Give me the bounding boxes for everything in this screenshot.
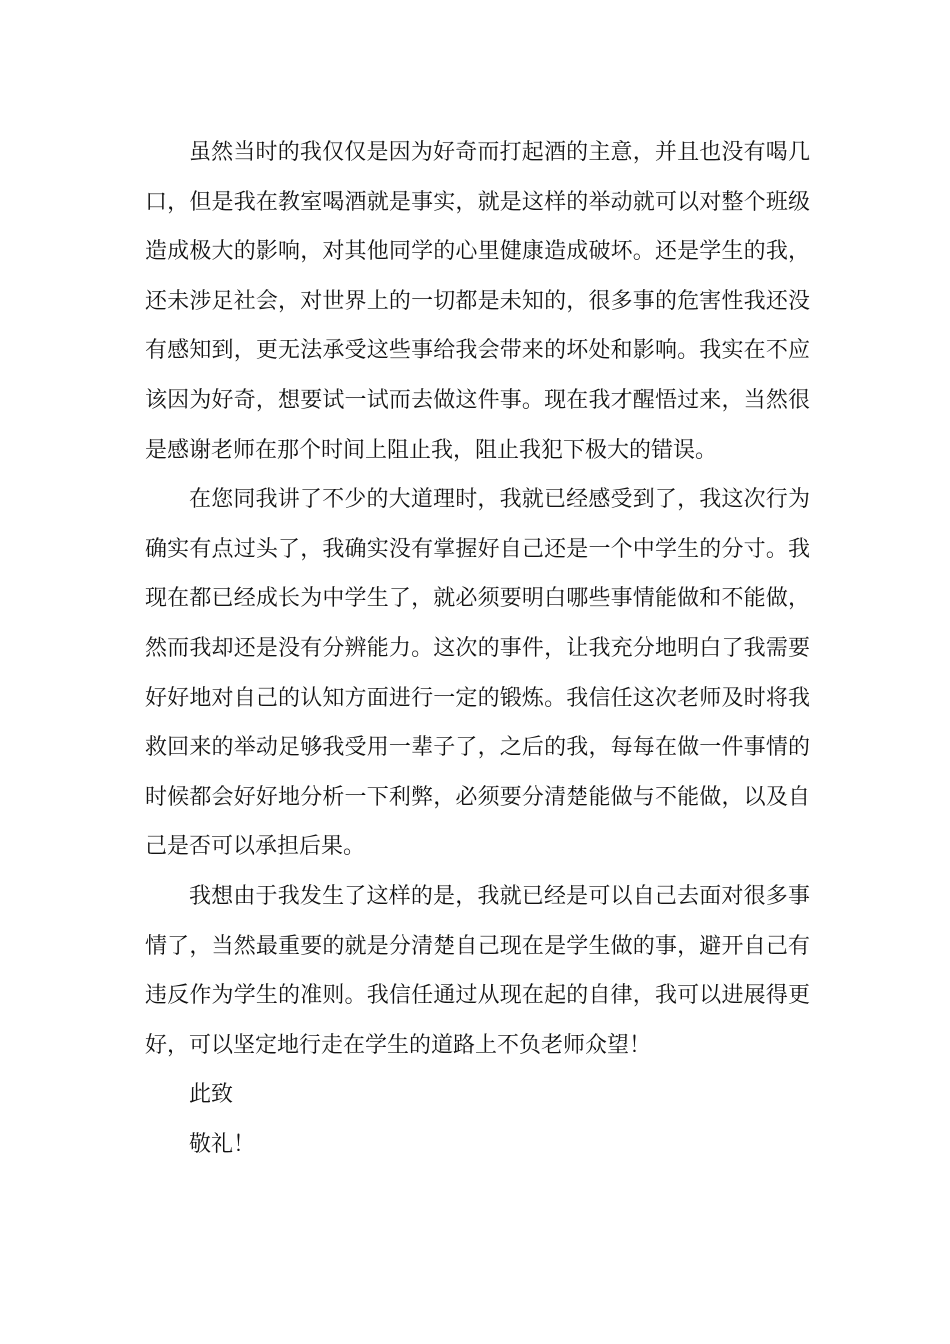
document-body xyxy=(145,128,810,1169)
paragraph-reflection: 虽然当时的我仅仅是因为好奇而打起酒的主意，并且也没有喝几口，但是我在教室喝酒就是事实，就是这样的举动就可以对整个班级造成极大的影响，对其他同学的心里健康造成破坏。还是学生的我，还未涉足社会，对世界上的一切都是未知的，很多事的危害性我还没有感知到，更无法承受这些事给我会带来的坏处和影响。我实在不应该因为好奇，想要试一试而去做这件事。现在我才醒悟过来，当然很是感谢老师在那个时间上阻止我，阻止我犯下极大的错误。 xyxy=(145,140,810,463)
closing-line: 此致 xyxy=(189,1082,234,1108)
paragraph-lesson: 在您同我讲了不少的大道理时，我就已经感受到了，我这次行为确实有点过头了，我确实没有掌握好自己还是一个中学生的分寸。我现在都已经成长为中学生了，就必须要明白哪些事情能做和不能做，然而我却还是没有分辨能力。这次的事件，让我充分地明白了我需要好好地对自己的认知方面进行一定的锻炼。我信任这次老师及时将我救回来的举动足够我受用一辈子了，之后的我，每每在做一件事情的时候都会好好地分析一下利弊，必须要分清楚能做与不能做，以及自己是否可以承担后果。 xyxy=(145,487,810,860)
salutation-line: 敬礼！ xyxy=(189,1131,256,1157)
paragraph-commitment: 我想由于我发生了这样的是，我就已经是可以自己去面对很多事情了，当然最重要的就是分清楚自己现在是学生做的事，避开自己有违反作为学生的准则。我信任通过从现在起的自律，我可以进展得更好，可以坚定地行走在学生的道路上不负老师众望！ xyxy=(145,883,810,1058)
